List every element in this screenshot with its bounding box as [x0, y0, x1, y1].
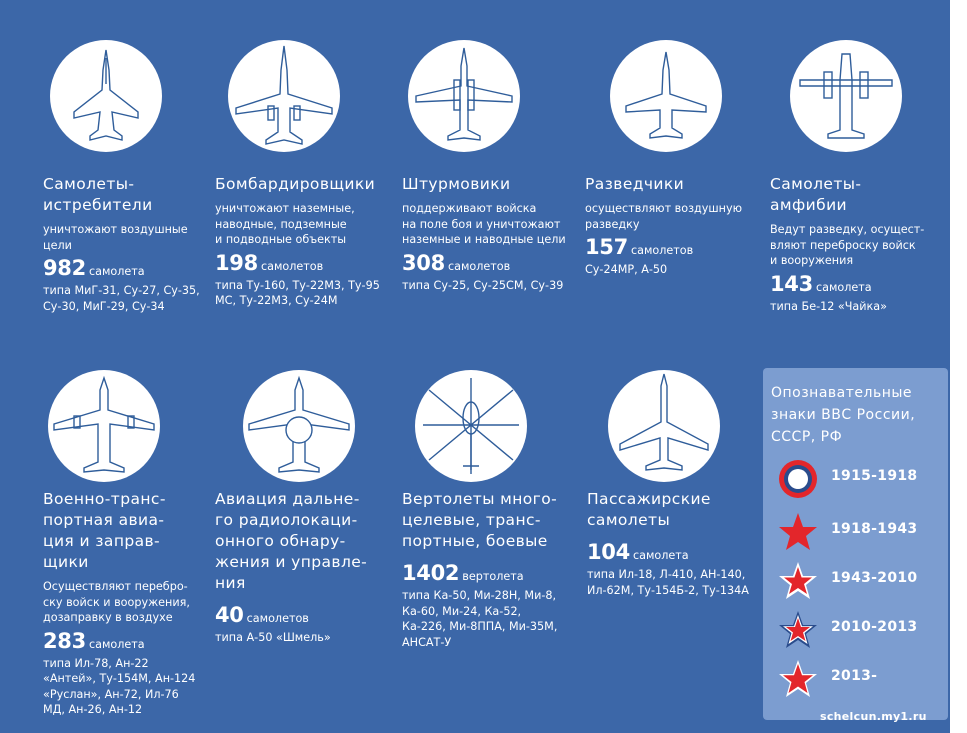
red-blue-star-icon	[777, 609, 819, 651]
count-unit: самолета	[815, 280, 872, 294]
aircraft-types: типа Ил-78, Ан-22 «Антей», Ту-154М, Ан-124 «Руслан», Ан-72, Ил-76 МД, Ан-26, Ан-12	[43, 656, 196, 716]
count-unit: самолета	[632, 549, 689, 562]
aircraft-count: 308	[402, 250, 445, 275]
category-attack	[402, 174, 582, 293]
category-fighters	[43, 174, 213, 314]
category-title: Пассажирские самолеты	[587, 490, 711, 529]
count-unit: самолетов	[246, 612, 309, 625]
category-title: Бомбардировщики	[215, 175, 376, 193]
aircraft-types: типа Бе-12 «Чайка»	[770, 299, 887, 313]
legend-label: 2013-	[831, 668, 878, 684]
awacs-aircraft-icon	[243, 370, 355, 482]
red-star-white-border-icon	[777, 658, 819, 700]
category-transport	[43, 489, 213, 718]
count-unit: самолетов	[447, 259, 511, 273]
legend-item	[777, 560, 947, 602]
aircraft-count: 283	[43, 628, 86, 653]
legend-label: 2010-2013	[831, 619, 918, 635]
legend-label: 1943-2010	[831, 570, 918, 586]
aircraft-types: типа Ту-160, Ту-22М3, Ту-95 МС, Ту-22М3, Су-24М	[215, 278, 380, 307]
passenger-aircraft-icon	[608, 370, 720, 482]
category-bombers	[215, 174, 393, 309]
category-title: Вертолеты много- целевые, транс- портные, боевые	[402, 490, 558, 550]
aircraft-types: типа Ил-18, Л-410, АН-140, Ил-62М, Ту-154Б-2, Ту-134А	[587, 568, 749, 597]
category-helicopters	[402, 489, 582, 650]
aircraft-count: 40	[215, 603, 244, 627]
aircraft-types: типа МиГ-31, Су-27, Су-35, Су-30, МиГ-29, Су-34	[43, 284, 200, 313]
aircraft-count: 143	[770, 271, 813, 296]
aircraft-count: 198	[215, 250, 258, 275]
category-title: Военно-транс- портная авиа- ция и заправ- щики	[43, 490, 166, 571]
legend-item	[777, 658, 947, 700]
transport-aircraft-icon	[48, 370, 160, 482]
aircraft-types: Су-24МР, А-50	[585, 263, 668, 276]
category-description: поддерживают войска на поле боя и уничтожают наземные и наводные цели	[402, 202, 566, 246]
count-unit: самолетов	[630, 244, 694, 257]
helicopter-icon	[415, 370, 527, 482]
category-title: Самолеты- истребители	[43, 175, 153, 214]
attack-aircraft-icon	[408, 40, 520, 152]
aircraft-count: 104	[587, 540, 630, 564]
legend-item	[777, 458, 947, 500]
amphibian-aircraft-icon	[790, 40, 902, 152]
legend-label: 1915-1918	[831, 468, 918, 484]
count-unit: самолета	[88, 637, 145, 651]
category-description: Ведут разведку, осущест- вляют переброску войск и вооружения	[770, 223, 925, 267]
legend-label: 1918-1943	[831, 521, 918, 537]
aircraft-types: типа Ка-50, Ми-28Н, Ми-8, Ка-60, Ми-24, Ка-52, Ка-226, Ми-8ППА, Ми-35М, АНСАТ-У	[402, 589, 558, 649]
roundel-icon	[777, 458, 819, 500]
category-description: уничтожают наземные, наводные, подземные и подводные объекты	[215, 202, 355, 246]
count-unit: самолета	[88, 265, 145, 278]
watermark: schelcun.my1.ru	[820, 710, 927, 723]
category-amphibian	[770, 174, 940, 314]
category-passenger	[587, 489, 762, 598]
category-description: осуществляют воздушную разведку	[585, 202, 743, 231]
recon-aircraft-icon	[610, 40, 722, 152]
category-description: Осуществляют перебро- ску войск и вооружения, дозаправку в воздухе	[43, 580, 190, 624]
insignia-legend	[763, 368, 948, 720]
category-description: уничтожают воздушные цели	[43, 223, 188, 252]
bomber-icon	[228, 40, 340, 152]
category-title: Самолеты- амфибии	[770, 175, 862, 214]
category-awacs	[215, 489, 395, 646]
category-title: Штурмовики	[402, 175, 511, 193]
legend-item	[777, 511, 947, 553]
category-title: Авиация дальне- го радиолокаци- онного обнару- жения и управле- ния	[215, 490, 368, 592]
aircraft-types: типа А-50 «Шмель»	[215, 631, 331, 644]
category-recon	[585, 174, 755, 278]
aircraft-count: 157	[585, 235, 628, 259]
count-unit: вертолета	[462, 570, 524, 583]
category-title: Разведчики	[585, 175, 685, 193]
aircraft-count: 1402	[402, 561, 460, 585]
aircraft-types: типа Су-25, Су-25СМ, Су-39	[402, 278, 564, 292]
fighter-jet-icon	[50, 40, 162, 152]
red-star-bordered-icon	[777, 560, 819, 602]
red-star-icon	[777, 511, 819, 553]
legend-item	[777, 609, 947, 651]
count-unit: самолетов	[260, 259, 324, 273]
legend-title: Опознавательные знаки ВВС России, СССР, РФ	[771, 385, 916, 445]
aircraft-count: 982	[43, 256, 86, 280]
